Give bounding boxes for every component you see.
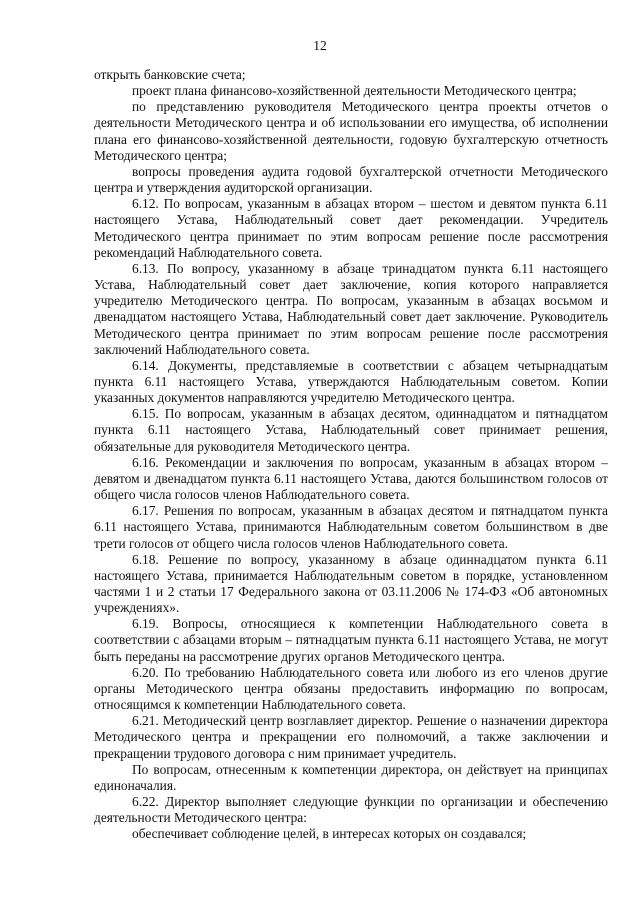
paragraph-6-14: 6.14. Документы, представляемые в соответствии с абзацем четырнадцатым пункта 6.11 настоящего Устава, утверждаются Наблюдательным советом. Копии указанных документов направляются учредителю Методического центра. xyxy=(94,357,608,406)
paragraph-goals: обеспечивает соблюдение целей, в интересах которых он создавался; xyxy=(132,826,527,842)
paragraph-director-authority: По вопросам, отнесенным к компетенции директора, он действует на принципах единоначалия. xyxy=(94,761,608,793)
paragraph-6-16: 6.16. Рекомендации и заключения по вопросам, указанным в абзацах втором – девятом и двенадцатом пункта 6.11 настоящего Устава, даются большинством голосов от общего числа голосов членов Наблюдательного совета. xyxy=(94,454,608,503)
paragraph-6-17: 6.17. Решения по вопросам, указанным в абзацах десятом и пятнадцатом пункта 6.11 настоящего Устава, принимаются Наблюдательным советом большинством в две трети голосов от общего числа голосов членов Наблюдательного совета. xyxy=(94,503,608,551)
paragraph-6-21: 6.21. Методический центр возглавляет директор. Решение о назначении директора Методического центра и прекращении его полномочий, а также заключении и прекращении трудового договора с ним принимает учредитель. xyxy=(94,713,608,761)
paragraph-6-22: 6.22. Директор выполняет следующие функции по организации и обеспечению деятельности Методического центра: xyxy=(94,794,608,826)
paragraph-audit: вопросы проведения аудита годовой бухгалтерской отчетности Методического центра и утверждения аудиторской организации. xyxy=(94,163,608,196)
document-body xyxy=(94,67,608,843)
paragraph-6-19: 6.19. Вопросы, относящиеся к компетенции Наблюдательного совета в соответствии с абзацами вторым – пятнадцатым пункта 6.11 настоящего Устава, не могут быть переданы на рассмотрение других органов Методического центра. xyxy=(94,616,608,664)
paragraph-6-20: 6.20. По требованию Наблюдательного совета или любого из его членов другие органы Методического центра обязаны предоставить информацию по вопросам, относящимся к компетенции Наблюдательного совета. xyxy=(94,664,608,713)
paragraph-6-13: 6.13. По вопросу, указанному в абзаце тринадцатом пункта 6.11 настоящего Устава, Наблюдательный совет дает заключение, копия которого направляется учредителю Методического центра. По вопросам, указанным в абзацах восьмом и двенадцатом настоящего Устава, Наблюдательный совет дает заключение. Руководитель Методического центра принимает по этим вопросам решение после рассмотрения заключений Наблюдательного совета. xyxy=(94,260,608,357)
paragraph-open-bank-accounts: открыть банковские счета; xyxy=(94,67,246,82)
paragraph-6-15: 6.15. По вопросам, указанным в абзацах десятом, одиннадцатом и пятнадцатом пункта 6.11 настоящего Устава, Наблюдательный совет принимает решения, обязательные для руководителя Методического центра. xyxy=(94,406,608,454)
paragraph-financial-plan: проект плана финансово-хозяйственной деятельности Методического центра; xyxy=(132,83,577,99)
paragraph-reports: по представлению руководителя Методического центра проекты отчетов о деятельности Методического центра и об использовании его имущества, об исполнении плана его финансово-хозяйственной деятельности, годовую бухгалтерскую отчетность Методического центра; xyxy=(94,99,608,163)
paragraph-6-18: 6.18. Решение по вопросу, указанному в абзаце одиннадцатом пункта 6.11 настоящего Устава, принимается Наблюдательным советом в порядке, установленном частями 1 и 2 статьи 17 Федерального закона от 03.11.2006 № 174-ФЗ «Об автономных учреждениях». xyxy=(94,551,608,616)
paragraph-6-12: 6.12. По вопросам, указанным в абзацах втором – шестом и девятом пункта 6.11 настоящего Устава, Наблюдательный совет дает рекомендации. Учредитель Методического центра принимает по этим вопросам решение после рассмотрения рекомендаций Наблюдательного совета. xyxy=(94,196,608,260)
page-number: 12 xyxy=(313,38,327,53)
